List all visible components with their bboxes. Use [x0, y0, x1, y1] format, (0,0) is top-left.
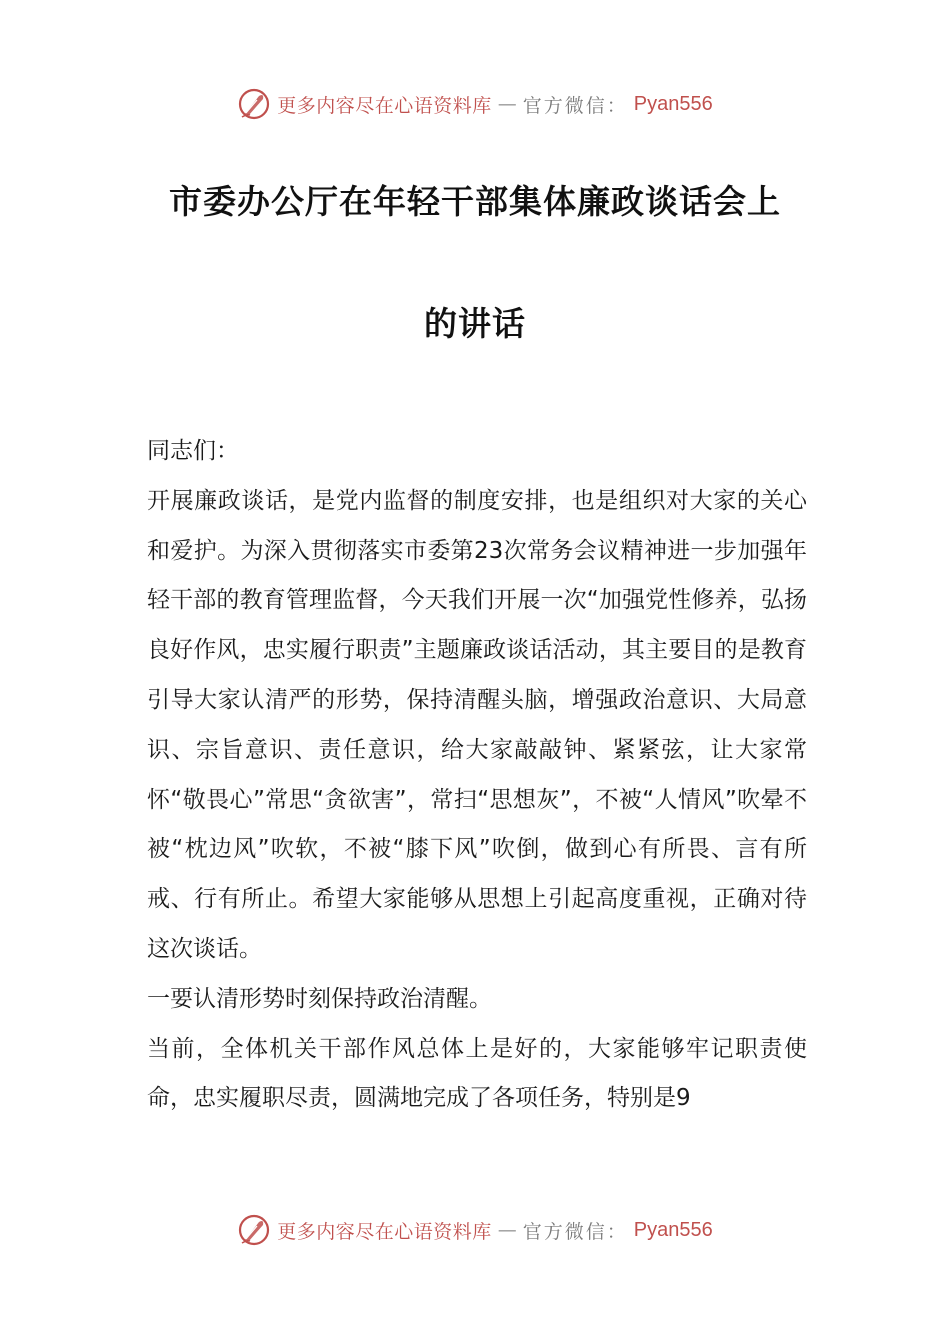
- watermark-main-text: 更多内容尽在心语资料库: [277, 1220, 492, 1243]
- body-paragraph: 当前，全体机关干部作风总体上是好的，大家能够牢记职责使命，忠实履职尽责，圆满地完成了各项任务，特别是9: [147, 1035, 807, 1112]
- greeting: 同志们：: [147, 438, 239, 464]
- document-title-line-2: 的讲话: [424, 304, 526, 343]
- body-paragraph: 开展廉政谈话，是党内监督的制度安排，也是组织对大家的关心和爱护。为深入贯彻落实市委第23次常务会议精神进一步加强年轻干部的教育管理监督，今天我们开展一次“加强党性修养，弘扬良好作风，忠实履行职责”主题廉政谈话活动，其主要目的是教育引导大家认清严的形势，保持清醒头脑，增强政治意识、大局意识、宗旨意识、责任意识，给大家敲敲钟、紧紧弦，让大家常怀“敬畏心”常思“贪欲害”，常扫“思想灰”，不被“人情风”吹晕不被“枕边风”吹软，不被“膝下风”吹倒，做到心有所畏、言有所戒、行有所止。希望大家能够从思想上引起高度重视，正确对待这次谈话。: [147, 487, 807, 962]
- document-body: [147, 427, 807, 1124]
- quill-pen-logo-icon: [237, 87, 271, 121]
- document-title-line-1: 市委办公厅在年轻干部集体廉政谈话会上: [169, 182, 781, 221]
- quill-pen-logo-icon: [237, 1213, 271, 1247]
- watermark-dash: —: [497, 1219, 517, 1241]
- watermark-dash: —: [497, 93, 517, 115]
- watermark-main-text: 更多内容尽在心语资料库: [277, 94, 492, 117]
- watermark-account-id: Pyan556: [633, 1218, 713, 1241]
- header-watermark: [0, 84, 950, 124]
- footer-watermark: [0, 1210, 950, 1250]
- watermark-sub-text: 官方微信：: [522, 1220, 628, 1243]
- watermark-account-id: Pyan556: [633, 92, 713, 115]
- section-heading: 一要认清形势时刻保持政治清醒。: [147, 985, 492, 1012]
- watermark-sub-text: 官方微信：: [522, 94, 628, 117]
